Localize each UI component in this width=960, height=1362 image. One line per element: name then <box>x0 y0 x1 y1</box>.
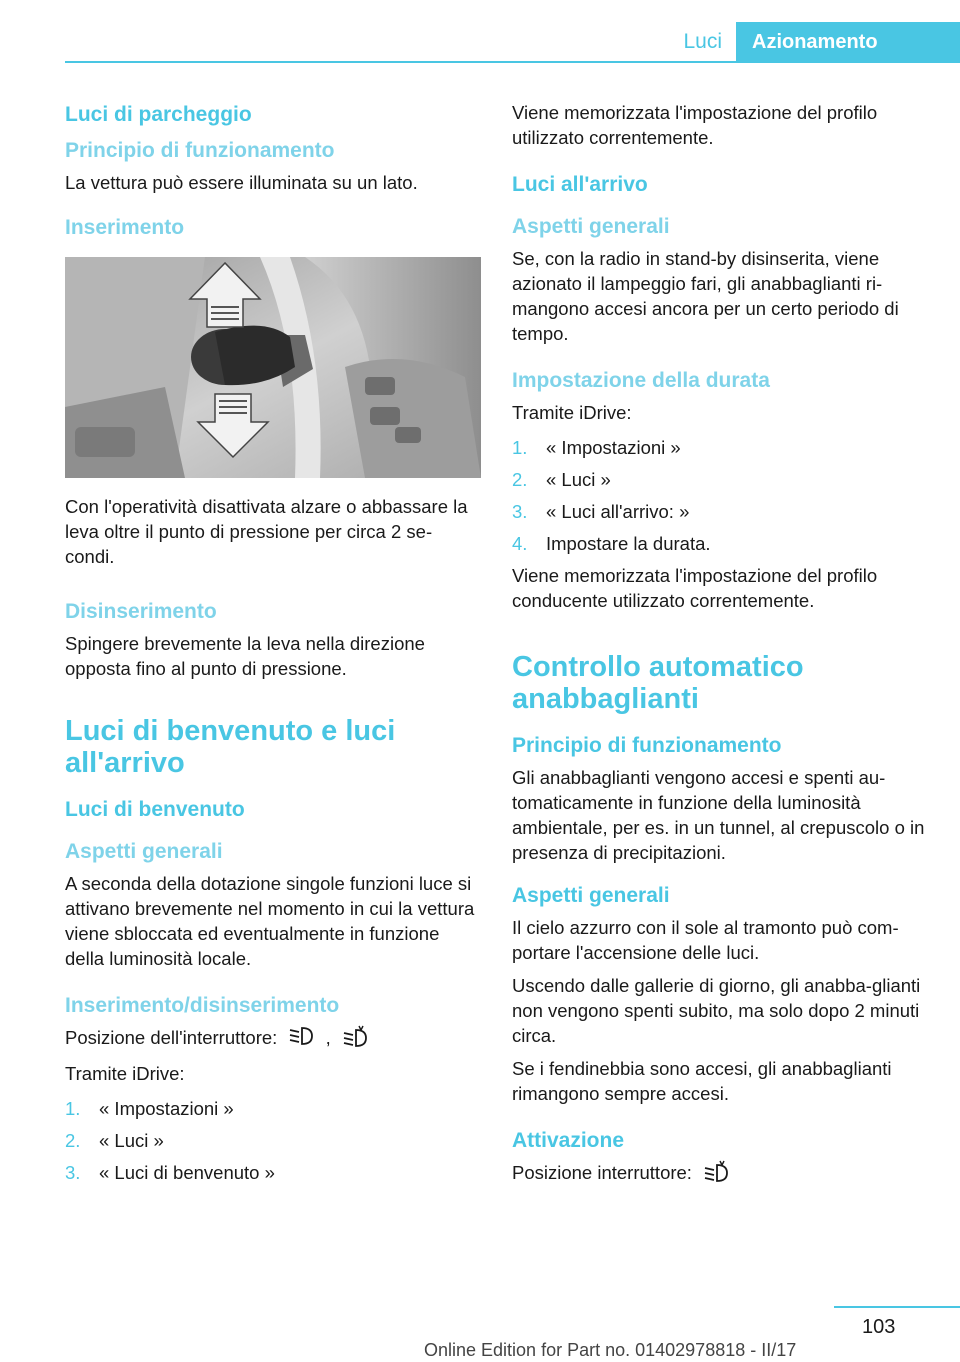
steering-lever-photo <box>65 257 481 478</box>
text-general-auto-a: Il cielo azzurro con il sole al tramonto può com‐portare l'accensione delle luci. <box>512 917 899 963</box>
arrival-steps-list <box>512 435 928 556</box>
list-item: 1. « Impostazioni » <box>512 437 681 458</box>
heading-arrival-lights: Luci all'arrivo <box>512 173 648 196</box>
heading-welcome-lights: Luci di benvenuto <box>65 798 245 821</box>
text-general-auto-c: Se i fendinebbia sono accesi, gli anabbaglianti rimangono sempre accesi. <box>512 1058 892 1104</box>
heading-principle: Principio di funzionamento <box>65 139 335 162</box>
text-idrive-right: Tramite iDrive: <box>512 402 632 423</box>
heading-duration: Impostazione della durata <box>512 369 770 392</box>
activation-label: Posizione interruttore: <box>512 1162 692 1183</box>
heading-general-welcome: Aspetti generali <box>65 840 223 863</box>
heading-general-auto: Aspetti generali <box>512 884 670 907</box>
footer-rule <box>834 1306 960 1308</box>
header-rule <box>65 61 960 63</box>
heading-principle-auto: Principio di funzionamento <box>512 734 782 757</box>
switch-position-label: Posizione dell'interruttore: <box>65 1027 278 1048</box>
list-item: 2. « Luci » <box>512 469 611 490</box>
heading-general-arrival: Aspetti generali <box>512 215 670 238</box>
automatic-headlight-icon <box>703 1160 729 1188</box>
list-item: 3. « Luci di benvenuto » <box>65 1162 275 1184</box>
text-activation <box>512 1160 928 1188</box>
text-switch-off: Spingere brevemente la leva nella direzione opposta fino al punto di pressione. <box>65 633 425 679</box>
heading-on-off: Inserimento/disinserimento <box>65 994 340 1017</box>
welcome-steps-list <box>65 1096 481 1185</box>
list-item: 3. « Luci all'arrivo: » <box>512 501 690 522</box>
automatic-headlight-icon <box>342 1025 368 1053</box>
heading-parking-lights: Luci di parcheggio <box>65 103 252 126</box>
heading-switch-off: Disinserimento <box>65 600 217 623</box>
heading-activation: Attivazione <box>512 1129 625 1152</box>
list-item: 1. « Impostazioni » <box>65 1098 234 1120</box>
edition-note: Online Edition for Part no. 01402978818 - II/17 <box>424 1340 797 1360</box>
header-chapter-tab: Azionamento <box>736 22 960 62</box>
list-item: 2. « Luci » <box>65 1130 164 1152</box>
page-number: 103 <box>862 1316 896 1338</box>
header-section-title: Luci <box>683 30 722 53</box>
right-column <box>512 100 928 1196</box>
text-photo-caption: Con l'operatività disattivata alzare o abbassare la leva oltre il punto di pressione per circa 2 se‐condi. <box>65 496 468 567</box>
text-saved-profile: Viene memorizzata l'impostazione del profilo utilizzato correntemente. <box>512 102 878 148</box>
text-principle: La vettura può essere illuminata su un lato. <box>65 172 418 193</box>
text-general-auto-b: Uscendo dalle gallerie di giorno, gli anabba‐glianti non vengono spenti subito, ma solo dopo 2 minuti circa. <box>512 975 921 1046</box>
text-switch-position <box>65 1025 481 1053</box>
text-general-welcome: A seconda della dotazione singole funzioni luce si attivano brevemente nel momento in cui la vettura viene sbloccata ed eventualmente in funzione della luminosità locale. <box>65 873 475 969</box>
heading-switch-on: Inserimento <box>65 216 185 239</box>
text-saved-driver: Viene memorizzata l'impostazione del profilo conducente utilizzato correntemente. <box>512 565 878 611</box>
list-item: 4. Impostare la durata. <box>512 533 711 554</box>
heading-welcome-arrival-lights: Luci di benvenuto e luci all'arrivo <box>65 715 396 779</box>
text-idrive-left: Tramite iDrive: <box>65 1063 185 1085</box>
heading-auto-low-beam: Controllo automatico anabbaglianti <box>512 651 804 715</box>
switch-separator: , <box>325 1027 331 1048</box>
page-header <box>0 0 960 62</box>
lever-illustration <box>65 257 481 478</box>
left-column <box>65 100 481 1192</box>
text-principle-auto: Gli anabbaglianti vengono accesi e spenti au‐tomaticamente in funzione della luminosità ambientale, per es. in un tunnel, al crepuscolo o in presenza di precipitazioni. <box>512 767 925 863</box>
text-general-arrival: Se, con la radio in stand-by disinserita, viene azionato il lampeggio fari, gli anabbaglianti ri‐mangono accesi ancora per un certo periodo di tempo. <box>512 248 899 344</box>
low-beam-headlight-icon <box>288 1026 314 1052</box>
